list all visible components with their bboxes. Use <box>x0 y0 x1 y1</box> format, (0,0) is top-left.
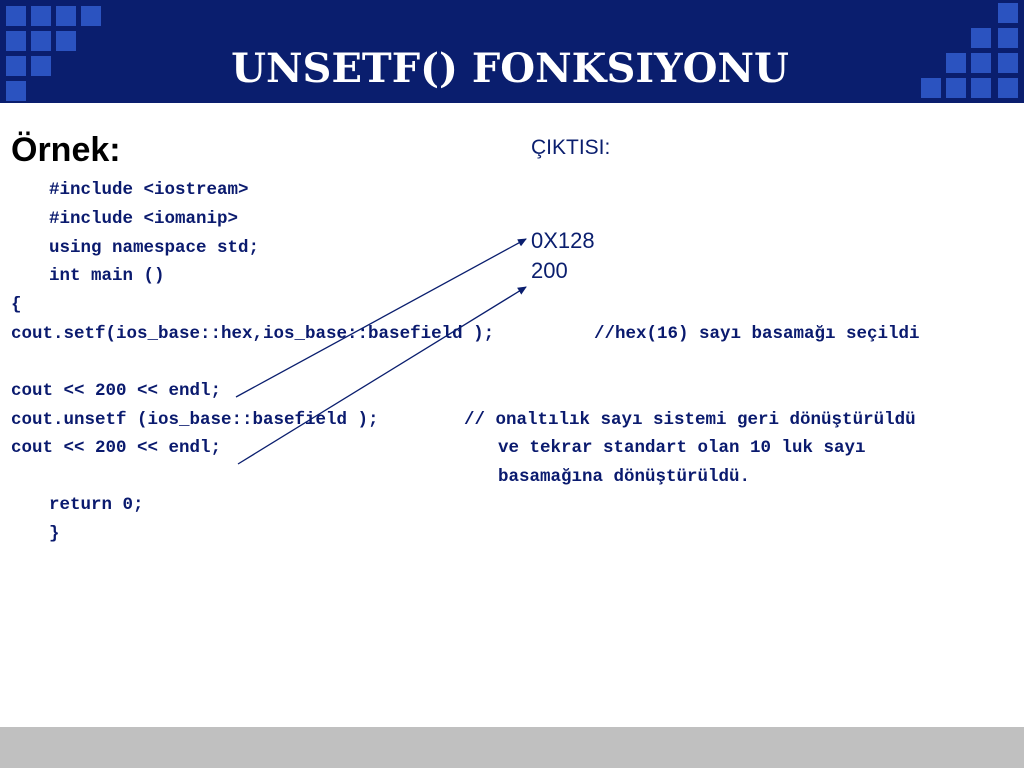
output-line: 200 <box>531 258 568 283</box>
code-line: { <box>11 295 22 315</box>
code-line: #include <iostream> <box>49 180 249 200</box>
output-line: 0X128 <box>531 228 595 253</box>
code-comment: // onaltılık sayı sistemi geri dönüştürüldü <box>464 410 916 430</box>
arrow-to-dec-output <box>238 287 526 464</box>
code-comment: ve tekrar standart olan 10 luk sayı <box>498 438 866 458</box>
code-line: using namespace std; <box>49 238 260 258</box>
code-line: return 0; <box>49 495 144 515</box>
code-line: } <box>49 524 60 544</box>
code-line: cout.unsetf (ios_base::basefield ); <box>11 410 379 430</box>
output-label: ÇIKTISI: <box>531 136 611 159</box>
code-line: cout.setf(ios_base::hex,ios_base::basefield ); <box>11 324 495 344</box>
arrow-to-hex-output <box>236 239 526 397</box>
code-line: #include <iomanip> <box>49 209 239 229</box>
code-comment: basamağına dönüştürüldü. <box>498 467 751 487</box>
code-line: cout << 200 << endl; <box>11 381 222 401</box>
slide-title: UNSETF() FONKSIYONU <box>231 45 789 92</box>
example-heading: Örnek: <box>11 131 121 169</box>
code-line: cout << 200 << endl; <box>11 438 222 458</box>
code-comment: //hex(16) sayı basamağı seçildi <box>594 324 920 344</box>
code-line: int main () <box>49 266 165 286</box>
footer-bar <box>0 727 1024 768</box>
